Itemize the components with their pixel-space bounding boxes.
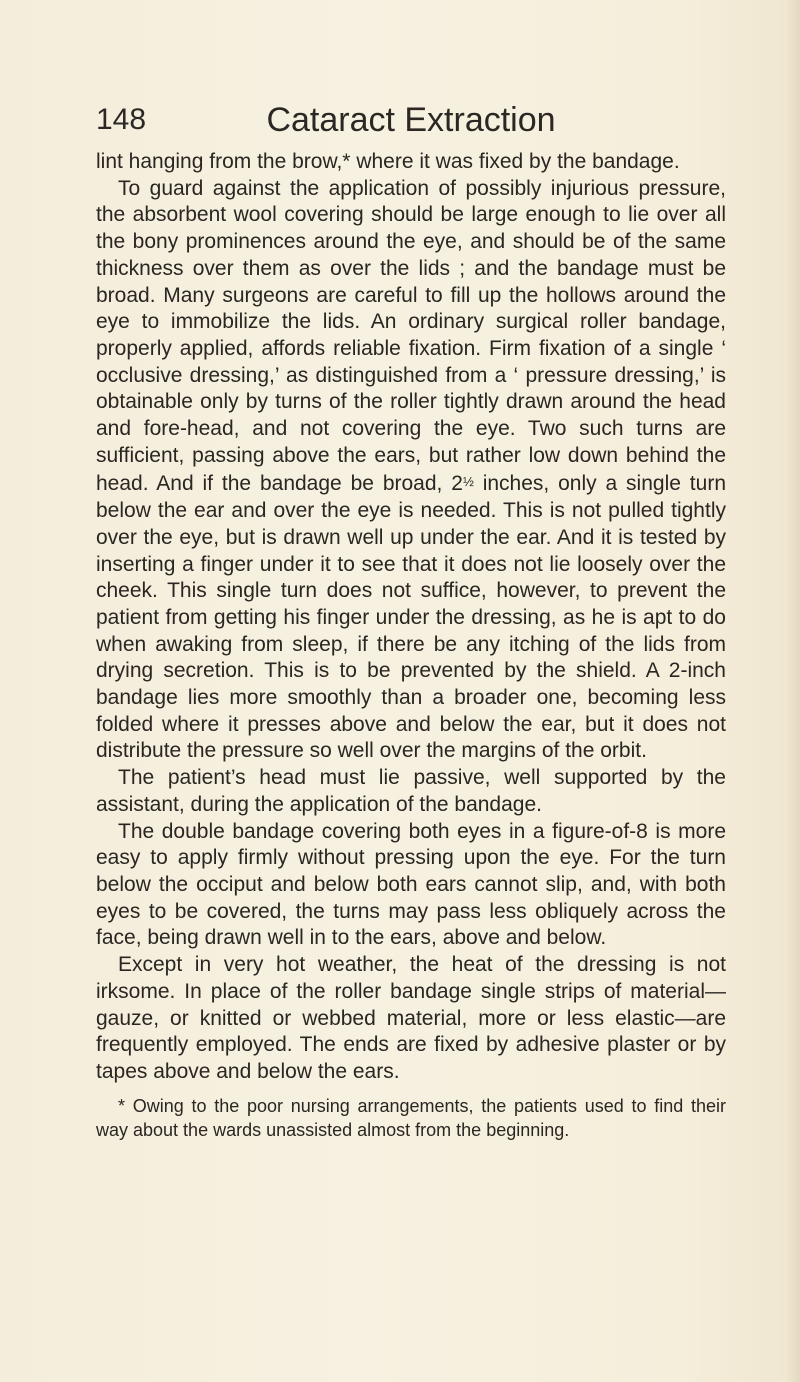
footnote: * Owing to the poor nursing arrangements, the patients used to find their way about the wards unassisted almost from the beginning.	[96, 1095, 726, 1140]
page-number: 148	[96, 103, 147, 136]
paragraph-head-position: The patient’s head must lie passive, well supported by the assistant, during the application of the bandage.	[96, 766, 726, 816]
running-head	[96, 95, 726, 145]
body-text	[96, 149, 726, 1142]
paragraph-double-bandage: The double bandage covering both eyes in a figure-of-8 is more easy to apply firmly without pressing upon the eye. For the turn below the occiput and below both ears cannot slip, and, with both eyes to be covered, the turns may pass less obliquely across the face, being drawn well in to the ears, above and below.	[96, 819, 726, 950]
paragraph-heat: Except in very hot weather, the heat of the dressing is not irksome. In place of the roller bandage single strips of material—gauze, or knitted or webbed material, more or less elastic—are frequently employed. The ends are fixed by adhesive plaster or by tapes above and below the ears.	[96, 953, 726, 1083]
bandage-width-measure	[451, 472, 474, 495]
page-edge-shadow	[786, 0, 800, 1382]
measure-fraction: ½	[462, 474, 474, 490]
paragraph-pressure	[96, 176, 726, 765]
running-title: Cataract Extraction	[266, 101, 556, 139]
paragraph-pressure-rest: inches, only a single turn below the ear and over the eye is needed. This is not pulled tightly over the eye, but is drawn well up under the ear. And it is tested by inserting a finger under it to see that it does not lie loosely over the cheek. This single turn does not suffice, however, to prevent the patient from getting his finger under the dressing, as he is apt to do when awaking from sleep, if there be any itching of the lids from drying secretion. This is to be prevented by the shield. A 2-inch bandage lies more smoothly than a broader one, becoming less folded where it presses above and below the ear, but it does not distribute the pressure so well over the margins of the orbit.	[96, 472, 726, 763]
measure-whole: 2	[451, 472, 463, 496]
paragraph-continued: lint hanging from the brow,* where it was fixed by the bandage.	[96, 150, 680, 173]
paragraph-pressure-text: To guard against the application of possibly injurious pressure, the absorbent wool covering should be large enough to lie over all the bony prominences around the eye, and should be of the same thickness over them as over the lids ; and the bandage must be broad. Many surgeons are careful to fill up the hollows around the eye to immobilize the lids. An ordinary surgical roller bandage, properly applied, affords reliable fixation. Firm fixation of a single ‘ occlusive dressing,’ as distinguished from a ‘ pressure dressing,’ is obtainable only by turns of the roller tightly drawn around the head and fore-head, and not covering the eye. Two such turns are sufficient, passing above the ears, but rather low down behind the head. And if the bandage be broad,	[96, 176, 726, 496]
